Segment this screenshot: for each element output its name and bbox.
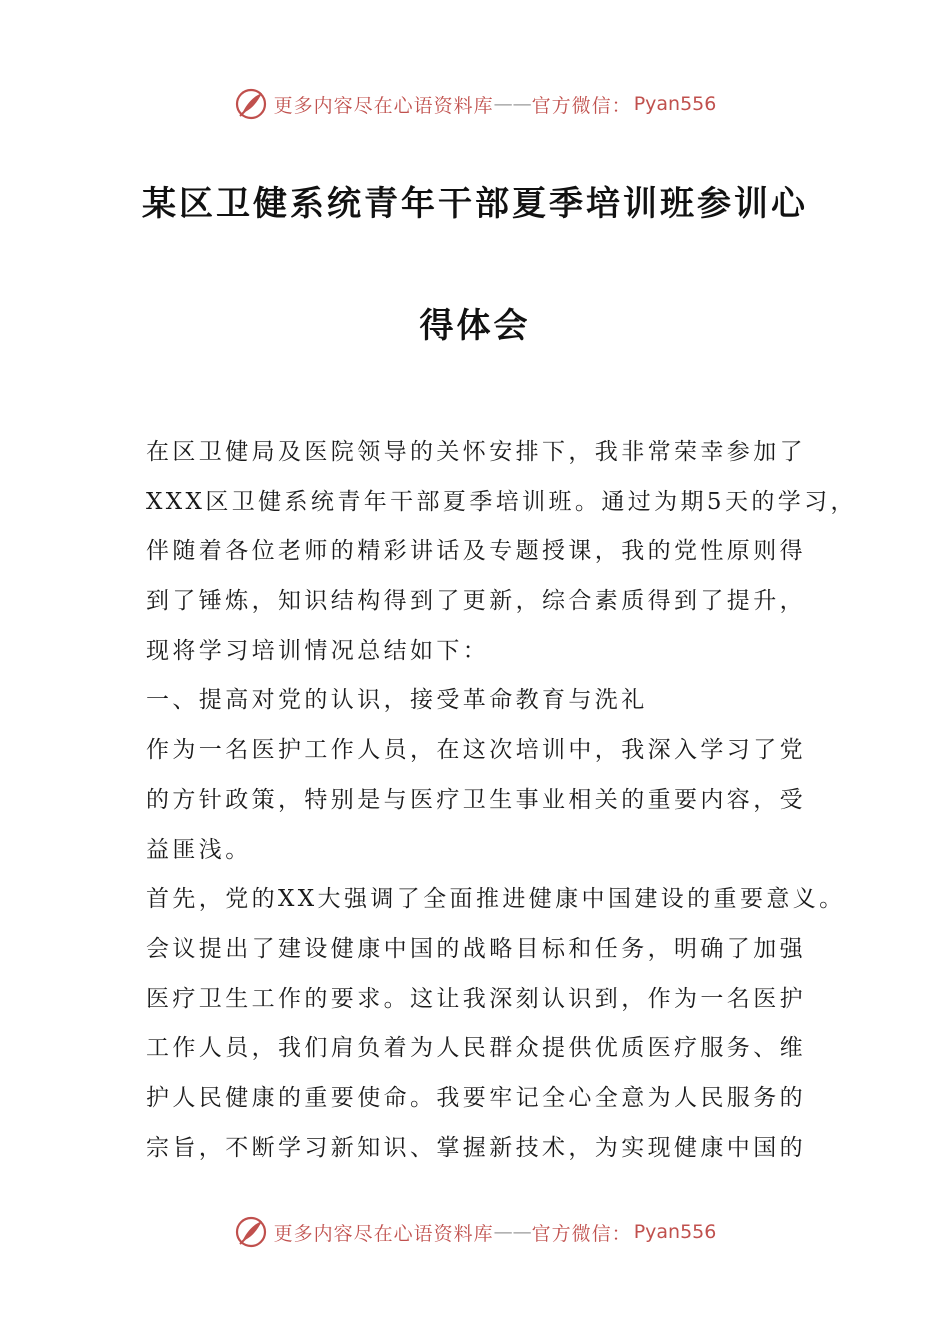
watermark-text: 更多内容尽在心语资料库 xyxy=(273,94,494,117)
body-line: 益匪浅。 xyxy=(146,836,252,863)
watermark-label: 官方微信： xyxy=(531,94,632,117)
watermark-dash: —— xyxy=(493,1221,532,1243)
watermark-wechat-id: Pyan556 xyxy=(633,1221,717,1243)
body-line: XXX区卫健系统青年干部夏季培训班。通过为期5天的学习， xyxy=(146,488,857,515)
quill-logo-icon xyxy=(234,87,268,121)
body-line: 作为一名医护工作人员，在这次培训中，我深入学习了党 xyxy=(146,737,806,764)
body-line: 护人民健康的重要使命。我要牢记全心全意为人民服务的 xyxy=(146,1084,806,1111)
body-line: 首先，党的XX大强调了全面推进健康中国建设的重要意义。 xyxy=(146,886,846,913)
body-line: 现将学习培训情况总结如下： xyxy=(146,637,490,664)
body-line: 工作人员，我们肩负着为人民群众提供优质医疗服务、维 xyxy=(146,1035,806,1062)
watermark-dash: —— xyxy=(493,93,532,115)
header-watermark xyxy=(0,84,950,124)
document-title-line-2: 得体会 xyxy=(419,306,531,346)
watermark-wechat-id: Pyan556 xyxy=(633,93,717,115)
body-line: 医疗卫生工作的要求。这让我深刻认识到，作为一名医护 xyxy=(146,985,806,1012)
watermark-label: 官方微信： xyxy=(531,1222,632,1245)
section-heading: 一、提高对党的认识，接受革命教育与洗礼 xyxy=(146,687,648,714)
body-line: 宗旨，不断学习新知识、掌握新技术，为实现健康中国的 xyxy=(146,1134,806,1161)
body-line: 到了锤炼，知识结构得到了更新，综合素质得到了提升， xyxy=(146,588,806,615)
body-line: 会议提出了建设健康中国的战略目标和任务，明确了加强 xyxy=(146,935,806,962)
body-line: 的方针政策，特别是与医疗卫生事业相关的重要内容，受 xyxy=(146,786,806,813)
quill-logo-icon xyxy=(234,1215,268,1249)
body-line: 在区卫健局及医院领导的关怀安排下，我非常荣幸参加了 xyxy=(146,439,806,465)
watermark-text: 更多内容尽在心语资料库 xyxy=(273,1222,494,1245)
body-line: 伴随着各位老师的精彩讲话及专题授课，我的党性原则得 xyxy=(146,538,806,565)
document-title-line-1: 某区卫健系统青年干部夏季培训班参训心 xyxy=(142,184,808,224)
document-body xyxy=(146,428,857,1173)
footer-watermark xyxy=(0,1212,950,1252)
